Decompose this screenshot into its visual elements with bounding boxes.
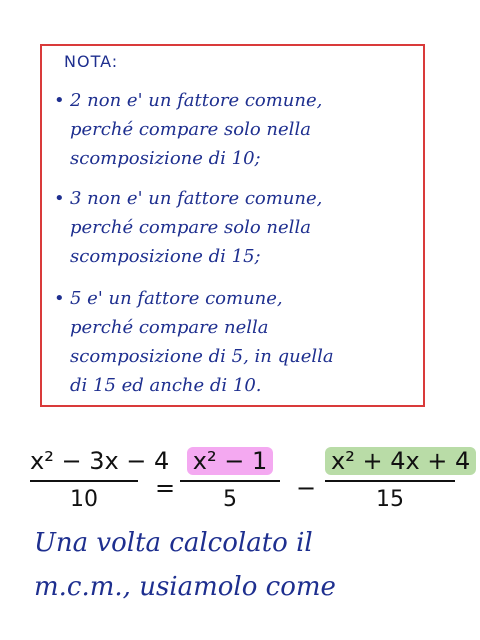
handwritten-line-1: Una volta calcolato il xyxy=(34,528,313,558)
note-bullet-2 xyxy=(54,184,414,271)
bullet-2-line-3: scomposizione di 15; xyxy=(70,246,261,267)
equation xyxy=(0,440,480,520)
bullet-2-line-1: 3 non e' un fattore comune, xyxy=(70,188,323,209)
fraction-3 xyxy=(325,446,471,514)
fraction-2 xyxy=(180,446,280,514)
fraction-2-numerator-highlight: x² − 1 xyxy=(187,447,273,475)
bullet-3-line-4: di 15 ed anche di 10. xyxy=(70,375,262,396)
bullet-1-line-3: scomposizione di 10; xyxy=(70,148,261,169)
fraction-1-bar xyxy=(30,480,138,482)
minus-sign: − xyxy=(296,474,317,502)
handwritten-line-2: m.c.m., usiamolo come xyxy=(34,572,336,602)
note-bullet-1 xyxy=(54,86,414,173)
bullet-3-line-1: 5 e' un fattore comune, xyxy=(70,288,283,309)
equals-sign: = xyxy=(155,474,176,502)
fraction-3-numerator-highlight: x² + 4x + 4 xyxy=(325,447,476,475)
fraction-2-bar xyxy=(180,480,280,482)
bullet-3-line-3: scomposizione di 5, in quella xyxy=(70,346,334,367)
nota-title: NOTA: xyxy=(64,52,119,71)
bullet-2-line-2: perché compare solo nella xyxy=(70,217,311,238)
bullet-3-line-2: perché compare nella xyxy=(70,317,269,338)
fraction-1 xyxy=(30,446,170,514)
bullet-1-line-1: 2 non e' un fattore comune, xyxy=(70,90,323,111)
bullet-marker: • xyxy=(54,90,65,111)
fraction-1-denominator: 10 xyxy=(70,487,98,512)
bullet-1-line-2: perché compare solo nella xyxy=(70,119,311,140)
fraction-1-numerator: x² − 3x − 4 xyxy=(30,447,170,475)
fraction-3-bar xyxy=(325,480,455,482)
fraction-2-denominator: 5 xyxy=(223,487,237,512)
bullet-marker: • xyxy=(54,288,65,309)
bullet-marker: • xyxy=(54,188,65,209)
note-bullet-3 xyxy=(54,284,414,400)
nota-box xyxy=(40,44,425,407)
fraction-3-denominator: 15 xyxy=(376,487,404,512)
